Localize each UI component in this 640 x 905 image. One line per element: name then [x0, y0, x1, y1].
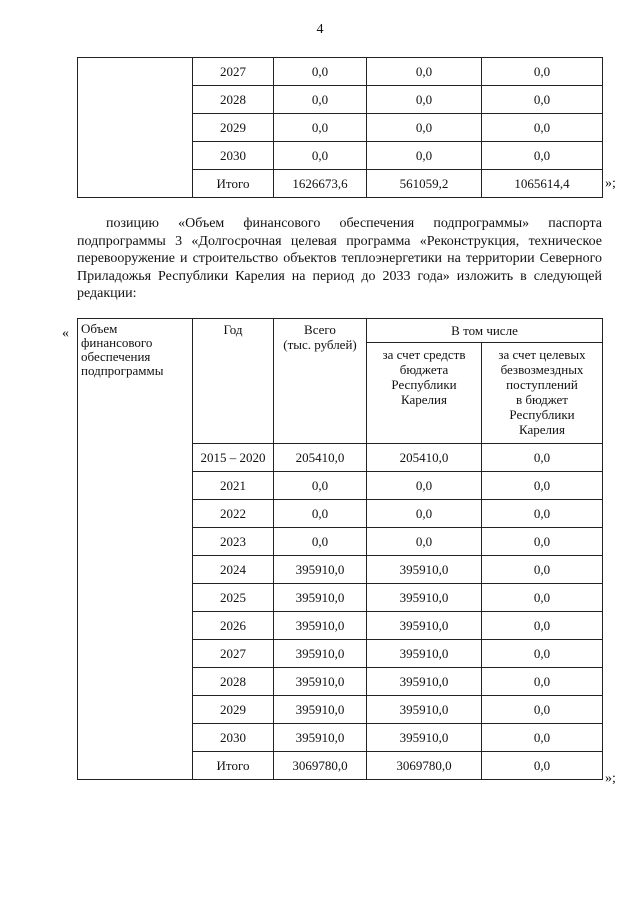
targeted-cell: 0,0 — [482, 696, 603, 724]
header-row — [78, 319, 603, 343]
funding-table-continuation — [77, 57, 603, 198]
year-cell: 2024 — [193, 556, 274, 584]
body-paragraph: позицию «Объем финансового обеспечения подпрограммы» паспорта подпрограммы 3 «Долгосрочная целевая программа «Реконструкция, техническое перевооружение и строительство объектов теплоэнергетики на территории Северного Приладожья Республики Карелия на период до 2033 года» изложить в следующей редакции: — [77, 216, 602, 301]
total-cell: 0,0 — [274, 472, 367, 500]
year-cell: 2030 — [193, 142, 274, 170]
year-cell: 2023 — [193, 528, 274, 556]
closing-quote-mark: »; — [605, 771, 616, 786]
targeted-cell: 0,0 — [482, 556, 603, 584]
year-cell: 2026 — [193, 612, 274, 640]
value-cell: 0,0 — [367, 142, 482, 170]
total-cell: 1626673,6 — [274, 170, 367, 198]
budget-cell: 395910,0 — [367, 724, 482, 752]
total-cell: 395910,0 — [274, 668, 367, 696]
value-cell: 0,0 — [367, 86, 482, 114]
year-cell: 2027 — [193, 58, 274, 86]
total-cell: 0,0 — [274, 142, 367, 170]
header-targeted-receipts: за счет целевых безвозмездных поступлений в бюджет Республики Карелия — [482, 343, 603, 444]
total-cell: 0,0 — [274, 58, 367, 86]
year-cell: 2028 — [193, 86, 274, 114]
value-cell: 0,0 — [482, 114, 603, 142]
total-cell: 395910,0 — [274, 724, 367, 752]
budget-cell: 0,0 — [367, 528, 482, 556]
budget-cell: 395910,0 — [367, 556, 482, 584]
year-cell: 2030 — [193, 724, 274, 752]
total-cell: 395910,0 — [274, 640, 367, 668]
year-cell: 2027 — [193, 640, 274, 668]
year-cell: 2015 – 2020 — [193, 444, 274, 472]
total-cell: 205410,0 — [274, 444, 367, 472]
budget-cell: 3069780,0 — [367, 752, 482, 780]
budget-cell: 395910,0 — [367, 640, 482, 668]
total-cell: 0,0 — [274, 528, 367, 556]
targeted-cell: 0,0 — [482, 444, 603, 472]
targeted-cell: 0,0 — [482, 640, 603, 668]
budget-cell: 205410,0 — [367, 444, 482, 472]
value-cell: 0,0 — [482, 58, 603, 86]
year-cell: 2029 — [193, 696, 274, 724]
year-cell: 2022 — [193, 500, 274, 528]
value-cell: 1065614,4 — [482, 170, 603, 198]
budget-cell: 395910,0 — [367, 584, 482, 612]
header-total: Всего (тыс. рублей) — [274, 319, 367, 444]
year-cell: 2025 — [193, 584, 274, 612]
targeted-cell: 0,0 — [482, 472, 603, 500]
header-year: Год — [193, 319, 274, 444]
total-cell: 395910,0 — [274, 612, 367, 640]
total-cell: 395910,0 — [274, 696, 367, 724]
table-row — [78, 58, 603, 86]
budget-cell: 395910,0 — [367, 668, 482, 696]
value-cell: 0,0 — [482, 86, 603, 114]
header-including: В том числе — [367, 319, 603, 343]
value-cell: 0,0 — [367, 58, 482, 86]
total-cell: 395910,0 — [274, 556, 367, 584]
budget-cell: 0,0 — [367, 500, 482, 528]
targeted-cell: 0,0 — [482, 612, 603, 640]
year-cell: Итого — [193, 170, 274, 198]
page-number: 4 — [316, 22, 324, 37]
budget-cell: 395910,0 — [367, 696, 482, 724]
targeted-cell: 0,0 — [482, 752, 603, 780]
value-cell: 561059,2 — [367, 170, 482, 198]
closing-quote-mark: »; — [605, 176, 616, 191]
total-cell: 0,0 — [274, 114, 367, 142]
targeted-cell: 0,0 — [482, 584, 603, 612]
targeted-cell: 0,0 — [482, 500, 603, 528]
budget-cell: 395910,0 — [367, 612, 482, 640]
total-cell: 0,0 — [274, 500, 367, 528]
targeted-cell: 0,0 — [482, 528, 603, 556]
funding-table-subprogram-3 — [77, 318, 603, 780]
value-cell: 0,0 — [482, 142, 603, 170]
total-cell: 395910,0 — [274, 584, 367, 612]
value-cell: 0,0 — [367, 114, 482, 142]
total-cell: 3069780,0 — [274, 752, 367, 780]
budget-cell: 0,0 — [367, 472, 482, 500]
targeted-cell: 0,0 — [482, 668, 603, 696]
year-cell: Итого — [193, 752, 274, 780]
label-cell-empty — [78, 58, 193, 198]
opening-quote-mark: « — [62, 326, 69, 341]
financing-label-cell: Объем финансового обеспечения подпрограммы — [78, 319, 193, 780]
header-republic-budget: за счет средств бюджета Республики Карелия — [367, 343, 482, 444]
total-cell: 0,0 — [274, 86, 367, 114]
year-cell: 2028 — [193, 668, 274, 696]
targeted-cell: 0,0 — [482, 724, 603, 752]
year-cell: 2021 — [193, 472, 274, 500]
year-cell: 2029 — [193, 114, 274, 142]
